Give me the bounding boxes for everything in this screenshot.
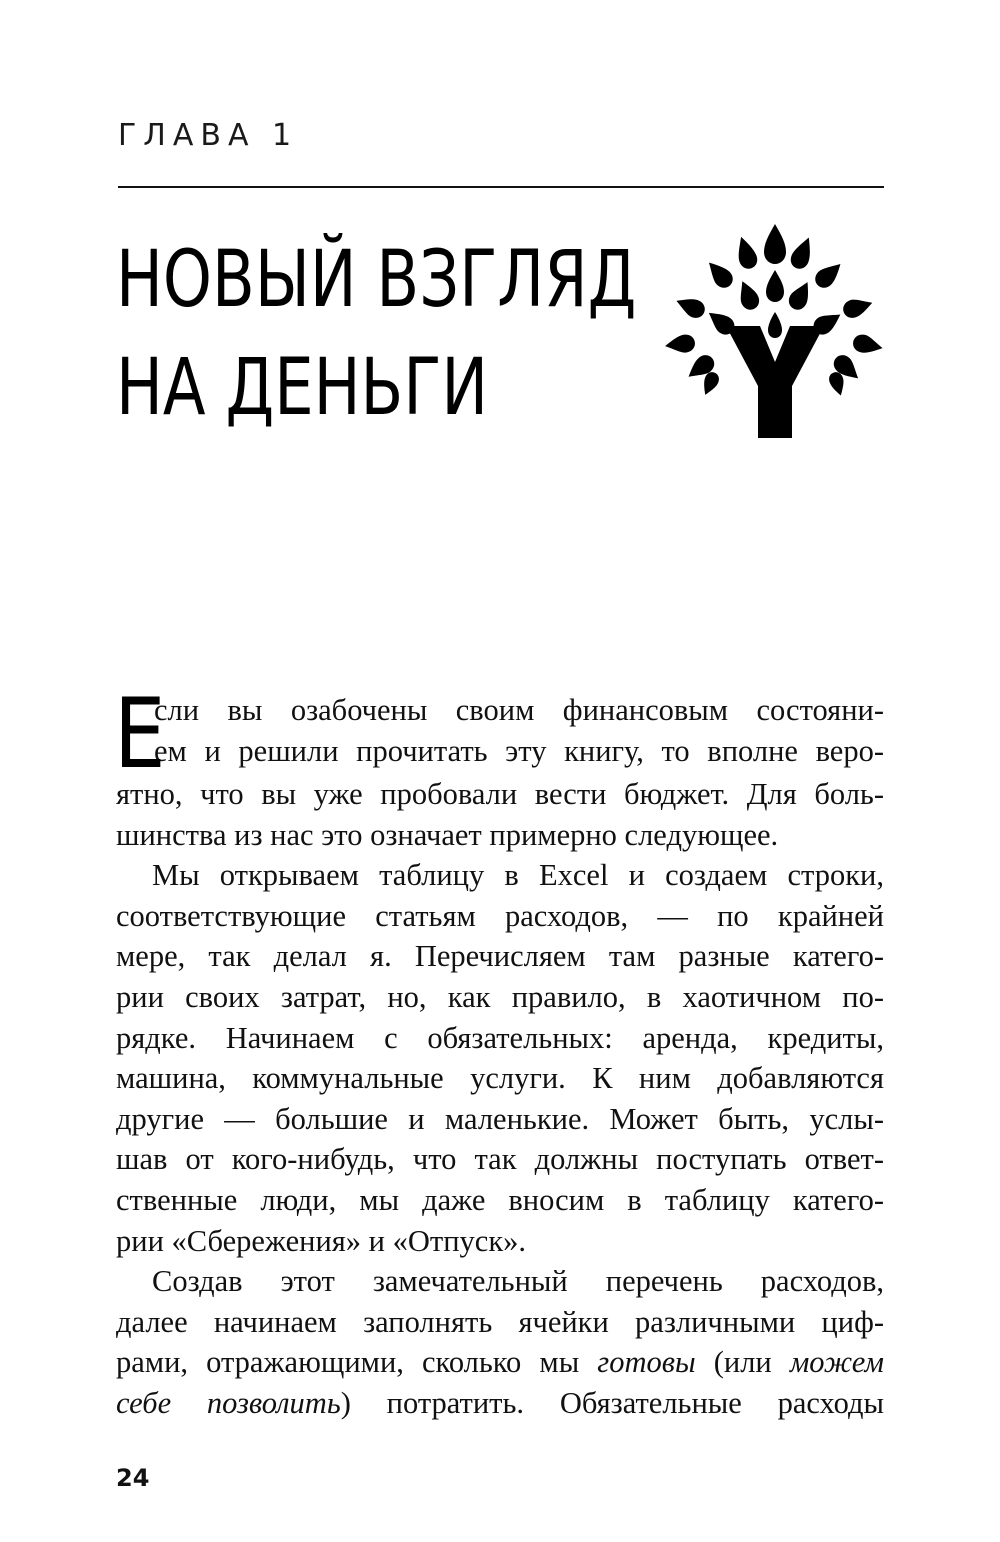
paragraph-2 — [116, 855, 884, 1261]
paragraph-line: рии «Сбережения» и «Отпуск». — [116, 1223, 527, 1258]
body-text — [114, 678, 885, 1424]
italic-text: себе позволить — [116, 1385, 341, 1420]
paragraph-line: мере, так делал я. Перечисляем там разные катего- — [116, 939, 884, 974]
paragraph-line: ственные люди, мы даже вносим в таблицу катего- — [116, 1182, 884, 1217]
paragraph-line: шав от кого-нибудь, что так должны поступать ответ- — [116, 1142, 884, 1177]
text-run: рами, отражающими, сколько мы — [116, 1345, 598, 1380]
paragraph-line: другие — большие и маленькие. Может быть, услы- — [116, 1101, 884, 1136]
paragraph-line: машина, коммунальные услуги. К ним добавляются — [116, 1061, 884, 1096]
paragraph-line: сли вы озабочены своим финансовым состояни- — [154, 693, 884, 727]
paragraph-line: Создав этот замечательный перечень расходов, — [152, 1264, 884, 1299]
text-run: (или — [695, 1345, 790, 1380]
paragraph-1 — [114, 678, 884, 855]
chapter-title-line-1: НОВЫЙ ВЗГЛЯД — [116, 235, 637, 325]
paragraph-line: далее начинаем заполнять ячейки различными циф- — [116, 1304, 884, 1339]
paragraph-line: шинства из нас это означает примерно следующее. — [116, 817, 779, 852]
chapter-title — [116, 226, 636, 442]
paragraph-line: рии своих затрат, но, как правило, в хаотичном по- — [116, 979, 884, 1014]
paragraph-line: рядке. Начинаем с обязательных: аренда, кредиты, — [116, 1020, 884, 1055]
text-run: ) потратить. Обязательные расходы — [340, 1385, 884, 1420]
chapter-label: ГЛАВА 1 — [118, 118, 299, 153]
drop-cap: Е — [114, 678, 166, 790]
paragraph-line — [116, 1342, 884, 1383]
italic-text: можем — [789, 1345, 885, 1380]
page-number: 24 — [116, 1464, 150, 1492]
paragraph-3 — [116, 1261, 884, 1423]
tree-y-logo-icon — [664, 222, 886, 440]
paragraph-line — [116, 1383, 884, 1424]
chapter-title-line-2: НА ДЕНЬГИ — [116, 343, 489, 433]
paragraph-line: ем и решили прочитать эту книгу, то вполне веро- — [154, 733, 884, 768]
chapter-divider — [118, 186, 884, 188]
paragraph-line: Мы открываем таблицу в Excel и создаем строки, — [152, 858, 884, 893]
paragraph-line: ятно, что вы уже пробовали вести бюджет. Для боль- — [116, 777, 884, 811]
italic-text: готовы — [597, 1345, 696, 1380]
paragraph-line: соответствующие статьям расходов, — по крайней — [116, 898, 884, 933]
